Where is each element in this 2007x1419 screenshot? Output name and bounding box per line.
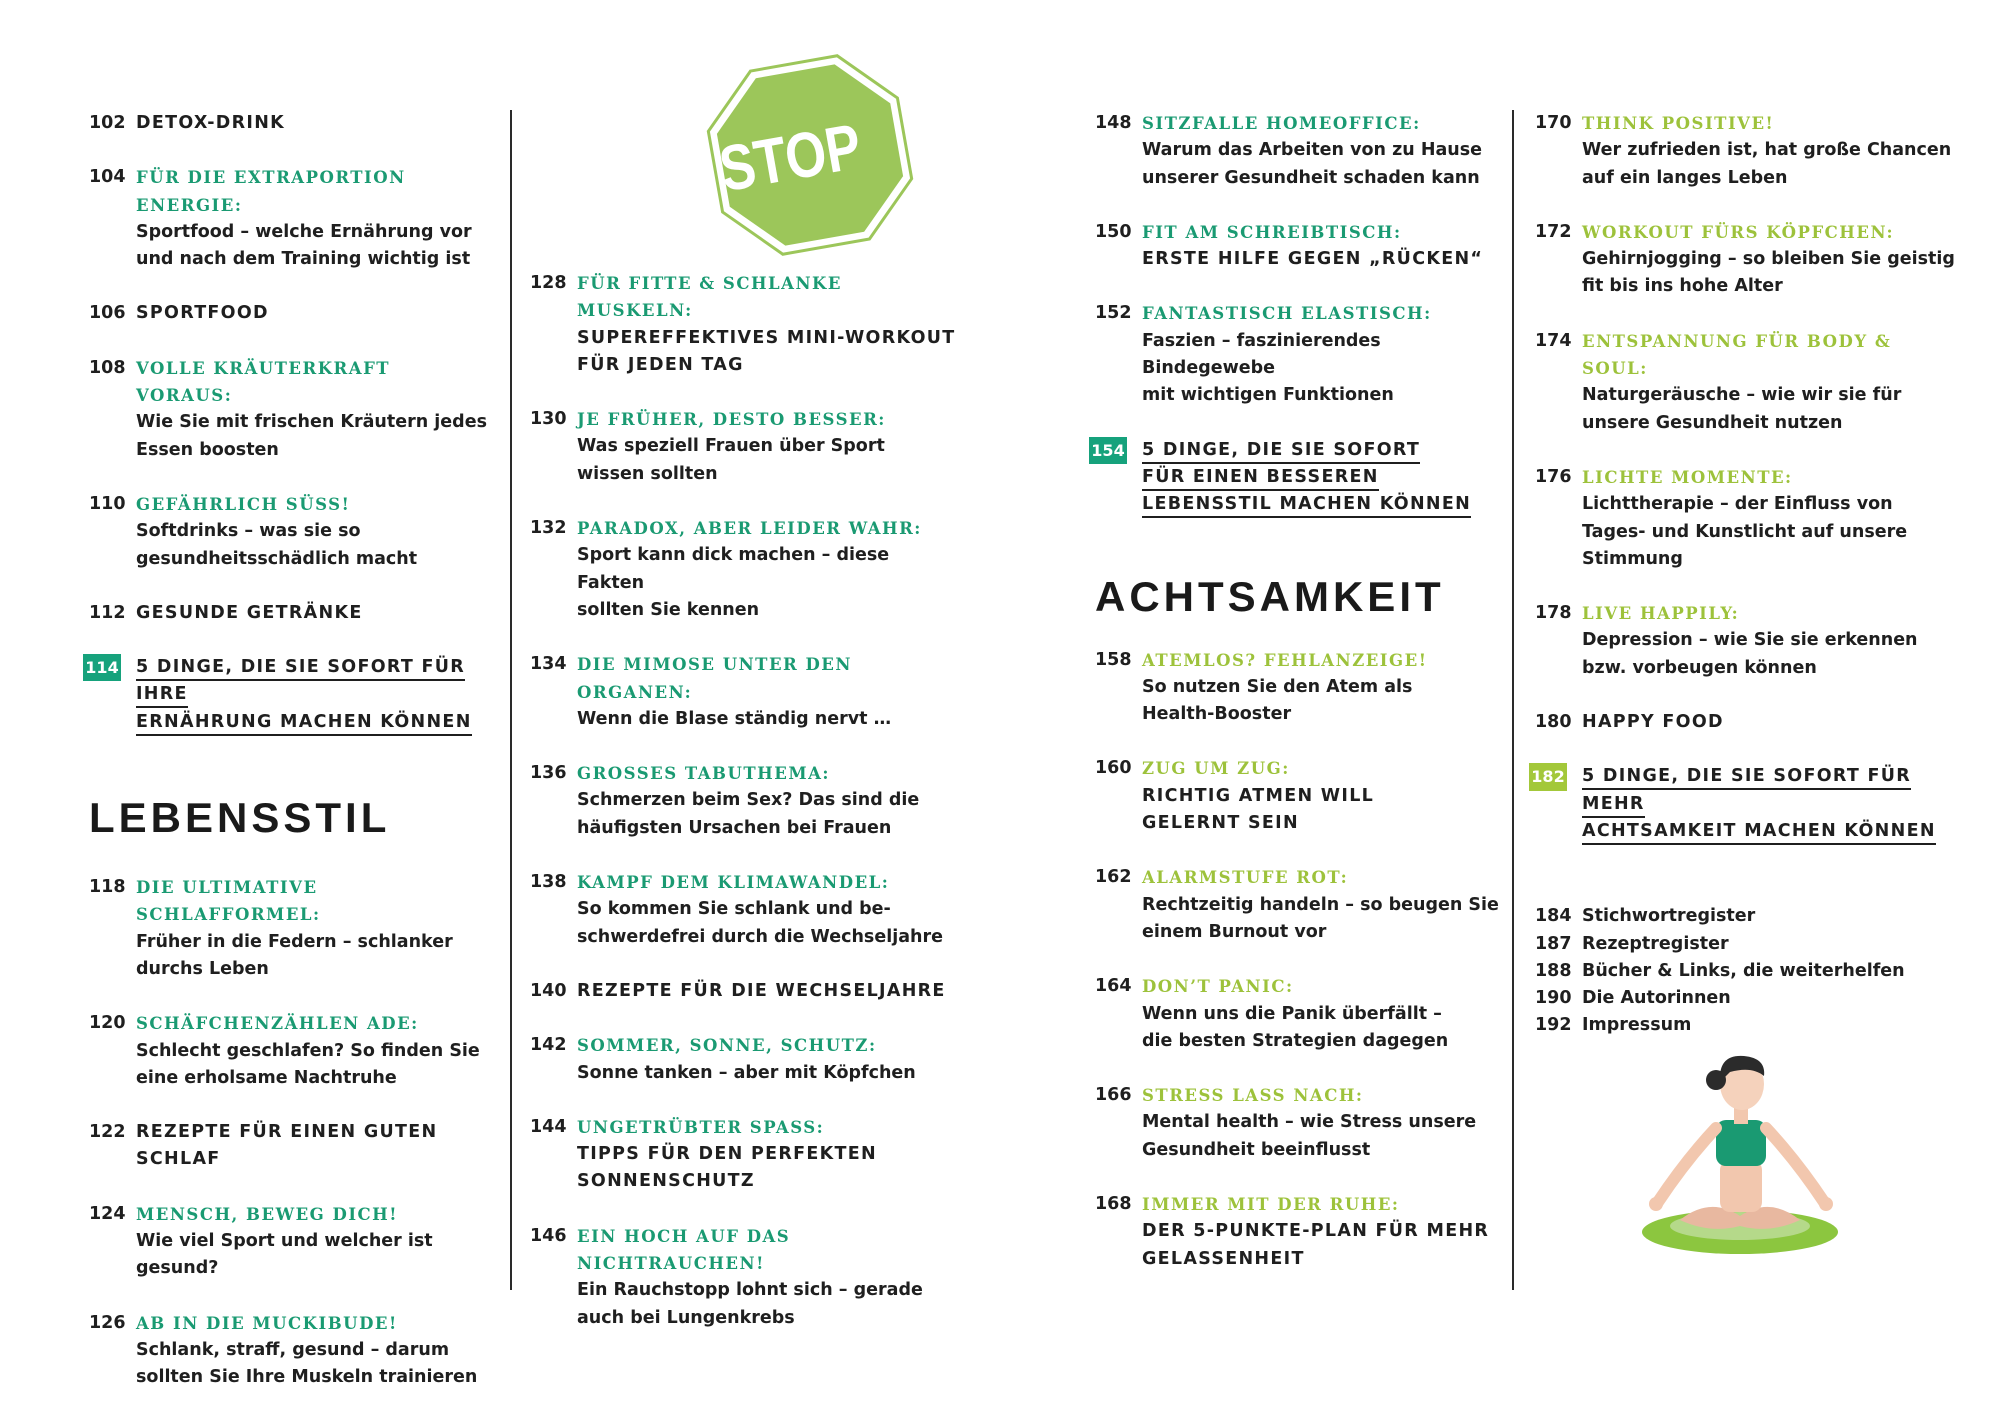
page-number: 136 xyxy=(530,763,567,784)
entry-heading: EIN HOCH AUF DAS NICHTRAUCHEN! xyxy=(577,1226,791,1274)
entry-subtitle-line: Tages- und Kunstlicht auf unsere xyxy=(1582,521,1908,542)
page-number: 174 xyxy=(1535,330,1572,351)
entry-heading: FÜR DIE EXTRAPORTION ENERGIE: xyxy=(136,168,406,215)
section-title-achtsamkeit: ACHTSAMKEIT xyxy=(1095,572,1445,620)
entry-title: REZEPTE FÜR EINEN GUTEN SCHLAF xyxy=(136,1122,438,1170)
toc-entry[interactable] xyxy=(1535,219,1955,301)
entry-subtitle-line: So nutzen Sie den Atem als xyxy=(1142,676,1413,697)
page-number: 166 xyxy=(1095,1085,1132,1106)
entry-subtitle-line: RICHTIG ATMEN WILL xyxy=(1142,785,1375,806)
highlight-line xyxy=(1142,464,1515,491)
entry-subtitle-line: FÜR JEDEN TAG xyxy=(577,354,744,375)
entry-heading: ATEMLOS? FEHLANZEIGE! xyxy=(1142,650,1428,670)
page-number: 120 xyxy=(89,1013,126,1034)
toc-entry[interactable] xyxy=(530,651,960,733)
page-number: 172 xyxy=(1535,221,1572,242)
highlight-text: ERNÄHRUNG MACHEN KÖNNEN xyxy=(136,712,472,736)
highlight-text: 5 DINGE, DIE SIE SOFORT FÜR IHRE xyxy=(136,657,465,708)
toc-entry[interactable] xyxy=(89,491,489,573)
toc-entry[interactable] xyxy=(530,760,960,842)
page-number: 110 xyxy=(89,493,126,514)
page-number: 124 xyxy=(89,1203,126,1224)
page-number: 184 xyxy=(1535,906,1572,927)
toc-entry[interactable] xyxy=(1535,709,1955,736)
entry-subtitle-line: Faszien – faszinierendes Bindegewebe xyxy=(1142,330,1381,379)
toc-entry[interactable] xyxy=(1091,437,1515,519)
entry-subtitle-line: sollten Sie Ihre Muskeln trainieren xyxy=(136,1367,478,1388)
toc-column-4 xyxy=(1531,110,1955,1040)
entry-subtitle-line: Früher in die Federn – schlanker xyxy=(136,931,453,952)
page-number: 130 xyxy=(530,409,567,430)
page-number: 160 xyxy=(1095,758,1132,779)
toc-group xyxy=(89,874,489,1391)
entry-subtitle-line: Schlecht geschlafen? So finden Sie xyxy=(136,1040,480,1061)
highlight-text: 5 DINGE, DIE SIE SOFORT xyxy=(1142,440,1420,464)
page-number: 108 xyxy=(89,357,126,378)
page-number: 114 xyxy=(83,654,121,681)
entry-title: REZEPTE FÜR DIE WECHSELJAHRE xyxy=(577,980,946,1001)
appendix-item[interactable] xyxy=(1535,958,1955,985)
entry-heading: STRESS LASS NACH: xyxy=(1142,1086,1364,1106)
page-number: 190 xyxy=(1535,988,1572,1009)
toc-entry[interactable] xyxy=(530,1114,960,1196)
entry-subtitle-line: Softdrinks – was sie so xyxy=(136,521,361,542)
entry-subtitle-line: Wenn die Blase ständig nervt … xyxy=(577,708,892,729)
entry-subtitle-line: Naturgeräusche – wie wir sie für xyxy=(1582,385,1902,406)
toc-entry[interactable] xyxy=(89,1310,489,1392)
entry-subtitle-line: unserer Gesundheit schaden kann xyxy=(1142,167,1480,188)
page-number: 134 xyxy=(530,654,567,675)
entry-subtitle-line: unsere Gesundheit nutzen xyxy=(1582,412,1843,433)
toc-group xyxy=(1531,110,1955,845)
toc-entry[interactable] xyxy=(1095,755,1515,837)
entry-heading: PARADOX, ABER LEIDER WAHR: xyxy=(577,519,922,539)
page-number: 104 xyxy=(89,167,126,188)
page-number: 162 xyxy=(1095,867,1132,888)
entry-title: SPORTFOOD xyxy=(136,303,269,324)
entry-heading: DIE ULTIMATIVE SCHLAFFORMEL: xyxy=(136,878,321,925)
entry-title: DETOX-DRINK xyxy=(136,113,286,133)
toc-entry[interactable] xyxy=(89,300,489,327)
entry-heading: SOMMER, SONNE, SCHUTZ: xyxy=(577,1036,877,1056)
entry-subtitle-line: Sonne tanken – aber mit Köpfchen xyxy=(577,1062,916,1083)
page-number: 170 xyxy=(1535,113,1572,133)
column-divider xyxy=(510,110,512,1290)
page-number: 112 xyxy=(89,602,126,623)
page-number: 176 xyxy=(1535,466,1572,487)
entry-subtitle-line: einem Burnout vor xyxy=(1142,921,1327,942)
toc-entry[interactable] xyxy=(530,869,960,951)
stop-label: STOP xyxy=(714,110,867,206)
entry-subtitle-line: bzw. vorbeugen können xyxy=(1582,657,1817,678)
entry-subtitle-line: Lichttherapie – der Einfluss von xyxy=(1582,494,1893,515)
toc-entry[interactable] xyxy=(89,355,489,464)
entry-subtitle-line: auch bei Lungenkrebs xyxy=(577,1307,795,1328)
page-number: 122 xyxy=(89,1122,126,1143)
entry-subtitle-line: SONNENSCHUTZ xyxy=(577,1171,755,1192)
page-number: 146 xyxy=(530,1225,567,1246)
entry-subtitle-line: die besten Strategien dagegen xyxy=(1142,1030,1449,1051)
entry-heading: DON’T PANIC: xyxy=(1142,977,1294,997)
entry-heading: THINK POSITIVE! xyxy=(1582,114,1775,133)
toc-entry[interactable] xyxy=(1095,110,1515,192)
entry-title: GESUNDE GETRÄNKE xyxy=(136,602,363,623)
entry-subtitle-line: und nach dem Training wichtig ist xyxy=(136,249,471,270)
page-number: 180 xyxy=(1535,712,1572,733)
entry-subtitle-line: GELERNT SEIN xyxy=(1142,813,1299,834)
highlight-line xyxy=(1582,818,1955,845)
page-number: 126 xyxy=(89,1312,126,1333)
toc-entry[interactable] xyxy=(530,515,960,624)
highlight-line xyxy=(136,654,489,709)
toc-entry[interactable] xyxy=(1095,300,1515,409)
appendix-label: Die Autorinnen xyxy=(1582,988,1731,1009)
entry-heading: DIE MIMOSE UNTER DEN ORGANEN: xyxy=(577,655,852,702)
entry-subtitle-line: Gesundheit beeinflusst xyxy=(1142,1139,1371,1160)
entry-subtitle-line: Wie viel Sport und welcher ist xyxy=(136,1231,433,1252)
entry-subtitle-line: schwerdefrei durch die Wechseljahre xyxy=(577,926,943,947)
toc-column-2 xyxy=(530,270,960,1359)
entry-subtitle-line: Sportfood – welche Ernährung vor xyxy=(136,221,472,242)
entry-subtitle-line: Schmerzen beim Sex? Das sind die xyxy=(577,790,920,811)
entry-subtitle-line: Essen boosten xyxy=(136,439,279,460)
entry-heading: GROSSES TABUTHEMA: xyxy=(577,764,830,784)
toc-entry[interactable] xyxy=(1535,464,1955,573)
entry-heading: ALARMSTUFE ROT: xyxy=(1142,868,1349,888)
entry-heading: FÜR FITTE & SCHLANKE MUSKELN: xyxy=(577,274,842,321)
highlight-line xyxy=(136,709,489,736)
toc-entry[interactable] xyxy=(1531,763,1955,845)
toc-entry[interactable] xyxy=(89,1010,489,1092)
toc-entry[interactable] xyxy=(89,1119,489,1174)
page-number: 118 xyxy=(89,877,126,898)
page-number: 150 xyxy=(1095,221,1132,242)
stop-sign-icon xyxy=(700,50,920,260)
toc-entry[interactable] xyxy=(1095,1082,1515,1164)
highlight-line xyxy=(1142,437,1515,464)
entry-heading: VOLLE KRÄUTERKRAFT VORAUS: xyxy=(136,358,391,406)
toc-entry[interactable] xyxy=(1095,1191,1515,1273)
entry-subtitle-line: TIPPS FÜR DEN PERFEKTEN xyxy=(577,1144,877,1165)
entry-subtitle-line: GELASSENHEIT xyxy=(1142,1248,1305,1269)
page-number: 132 xyxy=(530,518,567,539)
appendix-item[interactable] xyxy=(1535,931,1955,958)
entry-heading: LIVE HAPPILY: xyxy=(1582,604,1740,624)
entry-subtitle-line: SUPEREFFEKTIVES MINI-WORKOUT xyxy=(577,327,956,348)
entry-subtitle-line: mit wichtigen Funktionen xyxy=(1142,385,1394,406)
entry-heading: FIT AM SCHREIBTISCH: xyxy=(1142,222,1402,242)
toc-entry[interactable] xyxy=(89,164,489,273)
page-number: 187 xyxy=(1535,933,1572,954)
highlight-line xyxy=(1142,491,1515,518)
toc-entry[interactable] xyxy=(89,110,489,137)
toc-entry[interactable] xyxy=(1095,647,1515,729)
entry-heading: SITZFALLE HOMEOFFICE: xyxy=(1142,114,1421,133)
toc-entry[interactable] xyxy=(1095,973,1515,1055)
entry-heading: JE FRÜHER, DESTO BESSER: xyxy=(577,410,886,430)
entry-subtitle-line: Warum das Arbeiten von zu Hause xyxy=(1142,140,1483,161)
page-number: 140 xyxy=(530,980,567,1001)
entry-title: HAPPY FOOD xyxy=(1582,712,1724,733)
entry-heading: GEFÄHRLICH SÜSS! xyxy=(136,494,351,514)
appendix-item[interactable] xyxy=(1535,903,1955,930)
toc-entry[interactable] xyxy=(1535,600,1955,682)
highlight-line xyxy=(1582,763,1955,818)
entry-subtitle-line: Mental health – wie Stress unsere xyxy=(1142,1112,1477,1133)
highlight-text: ACHTSAMKEIT MACHEN KÖNNEN xyxy=(1582,821,1936,845)
appendix-item[interactable] xyxy=(1535,985,1955,1012)
entry-subtitle-line: Gehirnjogging – so bleiben Sie geistig xyxy=(1582,249,1955,270)
page-number: 148 xyxy=(1095,113,1132,133)
toc-entry[interactable] xyxy=(1535,110,1955,192)
entry-subtitle-line: auf ein langes Leben xyxy=(1582,167,1788,188)
toc-group xyxy=(1095,647,1515,1273)
toc-entry[interactable] xyxy=(89,1201,489,1283)
entry-subtitle-line: ERSTE HILFE GEGEN „RÜCKEN“ xyxy=(1142,249,1484,270)
entry-subtitle-line: Stimmung xyxy=(1582,548,1683,569)
page-number: 102 xyxy=(89,113,126,133)
toc-group xyxy=(85,110,489,736)
appendix-label: Impressum xyxy=(1582,1015,1692,1036)
appendix-label: Rezeptregister xyxy=(1582,933,1729,954)
entry-heading: ENTSPANNUNG FÜR BODY & SOUL: xyxy=(1582,331,1892,379)
entry-subtitle-line: Wie Sie mit frischen Kräutern jedes xyxy=(136,412,487,433)
page-number: 158 xyxy=(1095,649,1132,670)
meditating-woman-illustration xyxy=(1620,1020,1860,1260)
entry-subtitle-line: gesundheitsschädlich macht xyxy=(136,548,418,569)
entry-subtitle-line: sollten Sie kennen xyxy=(577,599,760,620)
page-number: 182 xyxy=(1529,763,1567,790)
toc-entry[interactable] xyxy=(530,270,960,379)
toc-column-3 xyxy=(1091,110,1515,1300)
entry-subtitle-line: eine erholsame Nachtruhe xyxy=(136,1067,397,1088)
toc-entry[interactable] xyxy=(1535,328,1955,437)
entry-heading: KAMPF DEM KLIMAWANDEL: xyxy=(577,873,890,893)
toc-entry[interactable] xyxy=(1095,864,1515,946)
page-number: 144 xyxy=(530,1116,567,1137)
page-number: 178 xyxy=(1535,603,1572,624)
entry-subtitle-line: Wer zufrieden ist, hat große Chancen xyxy=(1582,140,1952,161)
toc-entry[interactable] xyxy=(89,600,489,627)
entry-heading: ZUG UM ZUG: xyxy=(1142,759,1290,779)
entry-subtitle-line: häufigsten Ursachen bei Frauen xyxy=(577,817,892,838)
section-title-lebensstil: LEBENSSTIL xyxy=(89,794,391,842)
appendix-label: Stichwortregister xyxy=(1582,906,1756,927)
entry-subtitle-line: DER 5-PUNKTE-PLAN FÜR MEHR xyxy=(1142,1221,1490,1242)
page-number: 106 xyxy=(89,303,126,324)
page-number: 188 xyxy=(1535,960,1572,981)
toc-entry[interactable] xyxy=(85,654,489,736)
entry-heading: AB IN DIE MUCKIBUDE! xyxy=(136,1313,398,1333)
toc-entry[interactable] xyxy=(530,1223,960,1332)
entry-subtitle-line: durchs Leben xyxy=(136,958,269,979)
page-number: 192 xyxy=(1535,1015,1572,1036)
page-number: 168 xyxy=(1095,1194,1132,1215)
entry-subtitle-line: Health-Booster xyxy=(1142,704,1292,725)
highlight-text: FÜR EINEN BESSEREN xyxy=(1142,467,1379,491)
toc-entry[interactable] xyxy=(89,874,489,983)
toc-entry[interactable] xyxy=(530,978,960,1005)
entry-heading: FANTASTISCH ELASTISCH: xyxy=(1142,304,1432,324)
entry-heading: MENSCH, BEWEG DICH! xyxy=(136,1204,399,1224)
entry-subtitle-line: gesund? xyxy=(136,1258,219,1279)
page-number: 142 xyxy=(530,1035,567,1056)
page-number: 164 xyxy=(1095,976,1132,997)
entry-subtitle-line: Depression – wie Sie sie erkennen xyxy=(1582,630,1918,651)
toc-entry[interactable] xyxy=(530,406,960,488)
entry-subtitle-line: fit bis ins hohe Alter xyxy=(1582,276,1783,297)
entry-subtitle-line: Sport kann dick machen – diese Fakten xyxy=(577,545,890,593)
entry-heading: SCHÄFCHENZÄHLEN ADE: xyxy=(136,1014,419,1034)
toc-group xyxy=(1091,110,1515,519)
entry-subtitle-line: Wenn uns die Panik überfällt – xyxy=(1142,1003,1442,1024)
page-number: 128 xyxy=(530,273,567,293)
entry-subtitle-line: So kommen Sie schlank und be- xyxy=(577,899,891,920)
toc-group xyxy=(530,270,960,1332)
entry-heading: LICHTE MOMENTE: xyxy=(1582,467,1793,487)
page-number: 138 xyxy=(530,872,567,893)
entry-subtitle-line: Rechtzeitig handeln – so beugen Sie xyxy=(1142,894,1499,915)
highlight-text: LEBENSSTIL MACHEN KÖNNEN xyxy=(1142,494,1471,518)
toc-column-1 xyxy=(85,110,489,1419)
entry-subtitle-line: Ein Rauchstopp lohnt sich – gerade xyxy=(577,1280,923,1301)
page-number: 152 xyxy=(1095,303,1132,324)
toc-entry[interactable] xyxy=(1095,219,1515,274)
appendix-label: Bücher & Links, die weiterhelfen xyxy=(1582,960,1905,981)
page-number: 154 xyxy=(1089,437,1127,464)
entry-heading: WORKOUT FÜRS KÖPFCHEN: xyxy=(1582,222,1895,242)
toc-entry[interactable] xyxy=(530,1032,960,1087)
entry-subtitle-line: Was speziell Frauen über Sport xyxy=(577,436,885,457)
highlight-text: 5 DINGE, DIE SIE SOFORT FÜR MEHR xyxy=(1582,766,1911,817)
entry-heading: IMMER MIT DER RUHE: xyxy=(1142,1195,1400,1215)
entry-heading: UNGETRÜBTER SPASS: xyxy=(577,1117,825,1137)
entry-subtitle-line: Schlank, straff, gesund – darum xyxy=(136,1339,450,1360)
entry-subtitle-line: wissen sollten xyxy=(577,463,718,484)
